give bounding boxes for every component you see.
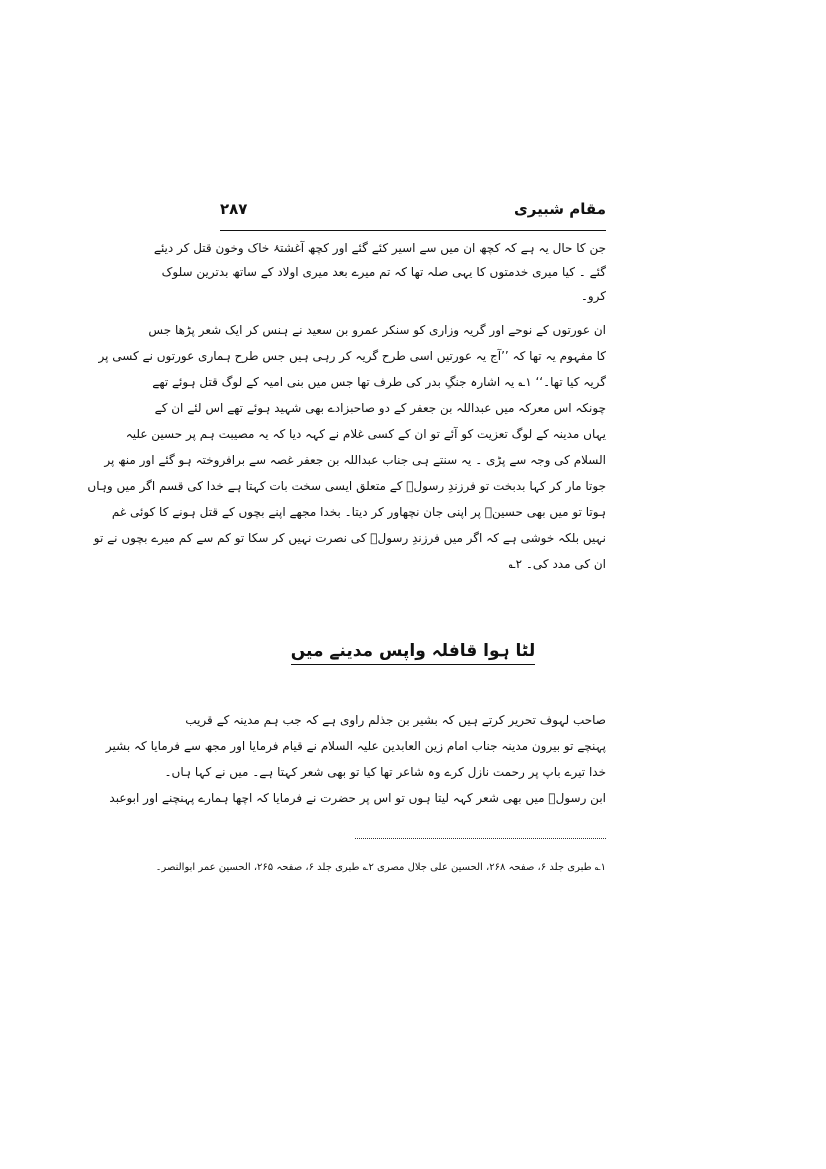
footnote-separator xyxy=(355,838,606,839)
body-line: یہاں مدینہ کے لوگ تعزیت کو آئے تو ان کے کسی غلام نے کہہ دیا کہ یہ مصیبت ہم پر حسین علیہ xyxy=(125,427,606,441)
body-line: خدا تیرے باپ پر رحمت نازل کرے وہ شاعر تھا کیا تو بھی شعر کہتا ہے۔ میں نے کہا ہاں۔ xyxy=(164,765,606,779)
body-line: کرو۔ xyxy=(580,289,606,303)
header-rule xyxy=(220,230,606,231)
body-line: کا مفہوم یہ تھا کہ ’’آج یہ عورتیں اسی طرح گریہ کر رہی ہیں جس طرح ہماری عورتوں نے کسی پر xyxy=(98,349,606,363)
section-heading-text: لٹا ہوا قافلہ واپس مدینے میں xyxy=(291,641,536,665)
body-line: پہنچے تو بیرون مدینہ جناب امام زین العابدین علیہ السلام نے قیام فرمایا اور مجھ سے فرمایا کہ بشیر xyxy=(105,739,606,753)
body-line: جوتا مار کر کہا بدبخت تو فرزندِ رسولؐ کے متعلق ایسی سخت بات کہتا ہے خدا کی قسم اگر میں وہاں xyxy=(87,479,606,493)
running-title: مقام شبیری xyxy=(513,200,606,218)
body-line: صاحب لہوف تحریر کرتے ہیں کہ بشیر بن جذلم راوی ہے کہ جب ہم مدینہ کے قریب xyxy=(185,713,606,727)
body-line: السلام کی وجہ سے پڑی ۔ یہ سنتے ہی جناب عبداللہ بن جعفر غصہ سے برافروختہ ہو گئے اور منھ پر xyxy=(104,453,606,467)
body-line: گئے ۔ کیا میری خدمتوں کا یہی صلہ تھا کہ تم میرے بعد میری اولاد کے ساتھ بدترین سلوک xyxy=(161,265,606,279)
body-line: ابن رسولؐ میں بھی شعر کہہ لیتا ہوں تو اس پر حضرت نے فرمایا کہ اچھا ہمارے پہنچنے اور ابوعبد xyxy=(109,791,606,805)
section-heading xyxy=(220,640,606,680)
footnote: ۱؎ طبری جلد ۶، صفحہ ۲۶۸، الحسین علی جلال مصری ۲؎ طبری جلد ۶، صفحہ ۲۶۵، الحسین عمر ابوالنصر۔ xyxy=(155,862,606,873)
page-number: ۲۸۷ xyxy=(220,200,248,218)
body-line: ان کی مدد کی۔ ۲؎ xyxy=(508,557,606,571)
body-line: چونکہ اس معرکہ میں عبداللہ بن جعفر کے دو صاحبزادے بھی شہید ہوئے تھے اس لئے ان کے xyxy=(154,401,606,415)
page-header xyxy=(220,200,606,226)
body-line: جن کا حال یہ ہے کہ کچھ ان میں سے اسیر کئے گئے اور کچھ آغشتۂ خاک وخون قتل کر دیئے xyxy=(153,241,606,255)
body-line: گریہ کیا تھا۔‘‘ ۱؎ یہ اشارہ جنگِ بدر کی طرف تھا جس میں بنی امیہ کے لوگ قتل ہوئے تھے xyxy=(152,375,606,389)
body-line: ہوتا تو میں بھی حسینؑ پر اپنی جان نچھاور کر دیتا۔ بخدا مجھے اپنے بچوں کے قتل ہونے کا کوئی غم xyxy=(111,505,606,519)
body-line: ان عورتوں کے نوحے اور گریہ وزاری کو سنکر عمرو بن سعید نے ہنس کر ایک شعر پڑھا جس xyxy=(148,323,606,337)
body-line: نہیں بلکہ خوشی ہے کہ اگر میں فرزندِ رسولؐ کی نصرت نہیں کر سکا تو کم سے کم میرے بچوں نے تو xyxy=(93,531,606,545)
